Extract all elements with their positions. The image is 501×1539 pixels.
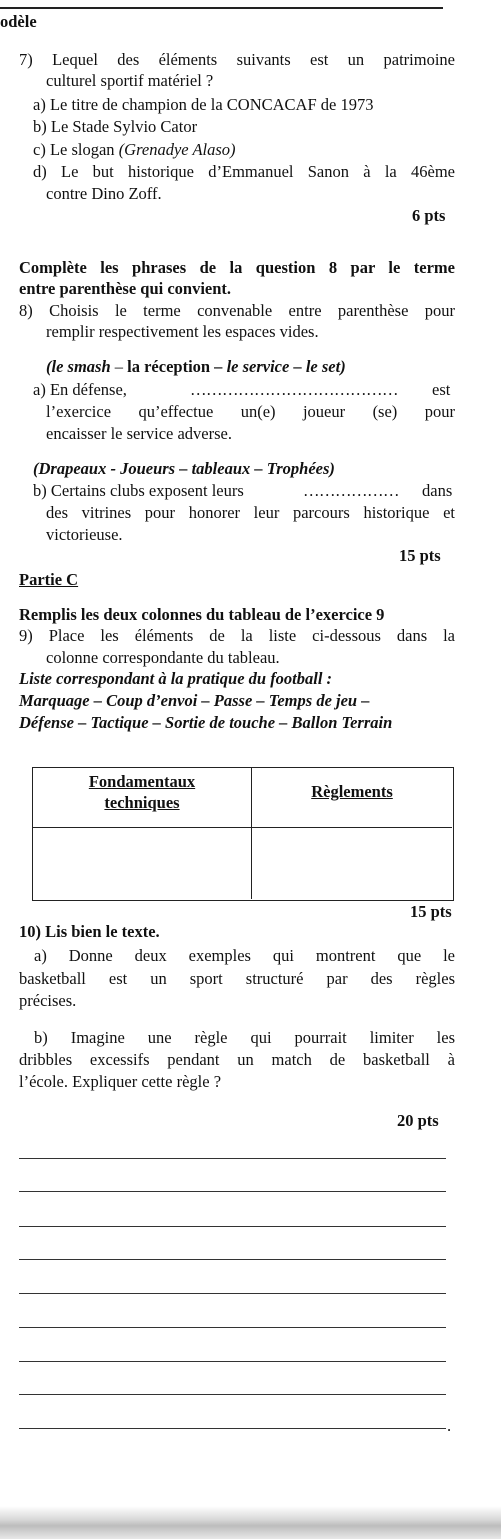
q10-b-line3: l’école. Expliquer cette règle ? xyxy=(19,1072,222,1091)
q7-option-d-cont: contre Dino Zoff. xyxy=(46,184,162,203)
classification-table xyxy=(32,767,454,901)
table-header-cell-1 xyxy=(33,768,252,828)
answer-line-7[interactable] xyxy=(19,1361,446,1362)
q7-points: 6 pts xyxy=(412,206,446,225)
q8-b-line2: des vitrines pour honorer leur parcours historique et xyxy=(46,503,455,522)
q8-b-start: b) Certains clubs exposent leurs xyxy=(33,481,244,500)
answer-line-8[interactable] xyxy=(19,1394,446,1395)
list-a-term-2: la réception xyxy=(127,357,211,376)
partie-c-instruction: Remplis les deux colonnes du tableau de l’exercice 9 xyxy=(19,605,385,624)
page-bottom-shadow xyxy=(0,1506,501,1539)
q8-instruction-2: entre parenthèse qui convient. xyxy=(19,279,232,298)
answer-line-9[interactable] xyxy=(19,1428,446,1429)
table-header-fondamentaux: Fondamentaux xyxy=(88,772,196,791)
end-dot: . xyxy=(447,1416,452,1435)
q8-a-line2: l’exercice qu’effectue un(e) joueur (se) pour xyxy=(46,402,455,421)
q9-question: 9) Place les éléments de la liste ci-dessous dans la xyxy=(19,626,455,645)
q8-b-line3: victorieuse. xyxy=(46,525,123,544)
q7-question: 7) Lequel des éléments suivants est un patrimoine xyxy=(19,50,455,69)
answer-line-5[interactable] xyxy=(19,1293,446,1294)
q7-option-c-italic: (Grenadye Alaso) xyxy=(118,140,236,159)
q8-list-a xyxy=(46,357,346,377)
q10-a-line2: basketball est un sport structuré par des règles xyxy=(19,969,455,988)
q9-points: 15 pts xyxy=(410,902,452,921)
q7-option-b: b) Le Stade Sylvio Cator xyxy=(33,117,198,136)
q7-option-d: d) Le but historique d’Emmanuel Sanon à la 46ème xyxy=(33,162,455,181)
q7-question-cont: culturel sportif matériel ? xyxy=(46,71,214,90)
q7-option-c-text: c) Le slogan xyxy=(33,140,119,159)
table-cell-reglements[interactable] xyxy=(252,828,452,899)
answer-line-3[interactable] xyxy=(19,1226,446,1227)
list-a-dash: – xyxy=(110,357,128,376)
answer-line-6[interactable] xyxy=(19,1327,446,1328)
q10-b-line1: b) Imagine une règle qui pourrait limiter les xyxy=(34,1028,455,1047)
partie-c-title: Partie C xyxy=(19,570,79,589)
q8-a-start: a) En défense, xyxy=(33,380,127,399)
list-a-term-3: – le service – le set) xyxy=(210,357,346,376)
q9-question-cont: colonne correspondante du tableau. xyxy=(46,648,280,667)
q8-question: 8) Choisis le terme convenable entre parenthèse pour xyxy=(19,301,455,320)
q8-b-end: dans xyxy=(422,481,453,500)
table-header-cell-2 xyxy=(252,768,452,828)
q8-list-b: (Drapeaux - Joueurs – tableaux – Trophées) xyxy=(33,459,335,478)
q10-title: 10) Lis bien le texte. xyxy=(19,922,160,941)
q10-a-line3: précises. xyxy=(19,991,77,1010)
q8-a-line3: encaisser le service adverse. xyxy=(46,424,232,443)
table-header-reglements: Règlements xyxy=(311,782,393,801)
q7-option-c xyxy=(33,140,236,160)
q9-list-title: Liste correspondant à la pratique du football : xyxy=(19,669,333,688)
q8-question-cont: remplir respectivement les espaces vides. xyxy=(46,322,319,341)
top-rule xyxy=(0,7,443,9)
header-title: odèle xyxy=(0,12,37,31)
q10-b-line2: dribbles excessifs pendant un match de basketball à xyxy=(19,1050,455,1069)
q8-points: 15 pts xyxy=(399,546,441,565)
q8-instruction-1: Complète les phrases de la question 8 par le terme xyxy=(19,258,455,277)
answer-line-1[interactable] xyxy=(19,1158,446,1159)
answer-line-2[interactable] xyxy=(19,1191,446,1192)
q9-list-line1: Marquage – Coup d’envoi – Passe – Temps de jeu – xyxy=(19,691,370,710)
q10-points: 20 pts xyxy=(397,1111,439,1130)
q9-list-line2: Défense – Tactique – Sortie de touche – Ballon Terrain xyxy=(19,713,393,732)
q8-a-end: est xyxy=(432,380,451,399)
q8-a-blank: ………………………………… xyxy=(190,380,398,399)
table-cell-fondamentaux[interactable] xyxy=(33,828,252,899)
answer-line-4[interactable] xyxy=(19,1259,446,1260)
list-a-term-1: (le smash xyxy=(46,357,111,376)
table-header-techniques: techniques xyxy=(104,793,180,812)
q10-a-line1: a) Donne deux exemples qui montrent que le xyxy=(34,946,455,965)
q8-b-blank: ……………… xyxy=(303,481,399,500)
q7-option-a: a) Le titre de champion de la CONCACAF de 1973 xyxy=(33,95,374,114)
